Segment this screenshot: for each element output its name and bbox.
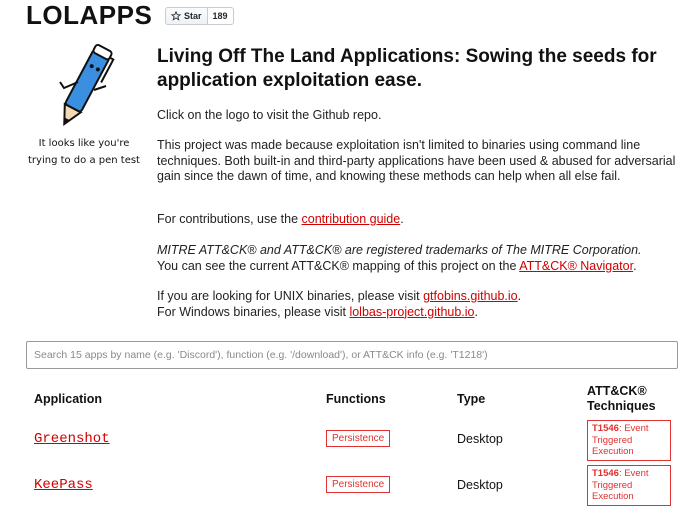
column-header-application: Application — [34, 392, 103, 406]
star-count[interactable]: 189 — [208, 7, 234, 25]
pen-logo-icon — [20, 40, 148, 135]
technique-name: : Event — [618, 423, 649, 434]
app-link-keepass[interactable]: KeePass — [34, 477, 93, 493]
windows-suffix: . — [474, 304, 478, 319]
windows-prefix: For Windows binaries, please visit — [157, 304, 350, 319]
intro-paragraph-2: This project was made because exploitation isn't limited to binaries using command line techniques. Both built-in and third-party applications have been used & abused for adversarial gain since the dawn of time, and knowing these methods can help when all else fail. — [157, 138, 676, 183]
intro-paragraph-3 — [157, 212, 677, 228]
technique-name-line3: Execution — [592, 491, 634, 502]
technique-name-line3: Execution — [592, 446, 634, 457]
logo-caption-line1: It looks like you're — [38, 138, 130, 149]
lolbas-link[interactable]: lolbas-project.github.io — [349, 304, 475, 319]
technique-id: T1546 — [592, 423, 619, 434]
attack-navigator-link[interactable]: ATT&CK® Navigator — [519, 258, 634, 273]
logo-caption — [20, 135, 148, 169]
column-header-techniques — [587, 384, 656, 414]
function-badge[interactable]: Persistence — [326, 430, 390, 447]
search-input[interactable] — [26, 341, 678, 369]
function-badge[interactable]: Persistence — [326, 476, 390, 493]
intro-paragraph-1: Click on the logo to visit the Github repo. — [157, 108, 382, 122]
technique-name: : Event — [618, 468, 649, 479]
technique-id: T1546 — [592, 468, 619, 479]
logo-caption-line2: trying to do a pen test — [28, 155, 140, 166]
mitre-trademark-notice: MITRE ATT&CK® and ATT&CK® are registered trademarks of The MITRE Corporation. — [157, 243, 642, 257]
column-header-functions: Functions — [326, 392, 386, 406]
navigator-prefix: You can see the current ATT&CK® mapping of this project on the — [157, 258, 520, 273]
column-header-type: Type — [457, 392, 486, 406]
unix-suffix: . — [517, 289, 522, 303]
page-headline: Living Off The Land Applications: Sowing the seeds for application exploitation ease. — [157, 46, 657, 91]
contribution-guide-link[interactable]: contribution guide — [301, 212, 401, 226]
contribution-suffix: . — [400, 212, 404, 226]
star-label: Star — [184, 11, 202, 21]
contribution-prefix: For contributions, use the — [157, 212, 302, 226]
type-cell: Desktop — [457, 432, 503, 446]
github-star-button[interactable] — [165, 7, 208, 25]
app-link-greenshot[interactable]: Greenshot — [34, 431, 110, 447]
site-title: LOLAPPS — [26, 0, 153, 30]
logo-link[interactable] — [20, 40, 148, 180]
column-header-techniques-line1: ATT&CK® — [587, 384, 647, 398]
technique-name-line2: Triggered — [592, 434, 633, 446]
type-cell: Desktop — [457, 478, 503, 492]
technique-badge[interactable] — [587, 420, 671, 461]
technique-name-line2: Triggered — [592, 479, 633, 491]
navigator-suffix: . — [633, 258, 637, 273]
star-icon — [171, 11, 181, 21]
intro-paragraph-4 — [157, 243, 677, 274]
unix-prefix: If you are looking for UNIX binaries, please visit — [157, 289, 424, 303]
github-star-widget — [165, 7, 234, 25]
column-header-techniques-line2: Techniques — [587, 399, 656, 413]
gtfobins-link[interactable]: gtfobins.github.io — [423, 289, 518, 303]
intro-paragraph-5 — [157, 289, 677, 320]
technique-badge[interactable] — [587, 465, 671, 506]
